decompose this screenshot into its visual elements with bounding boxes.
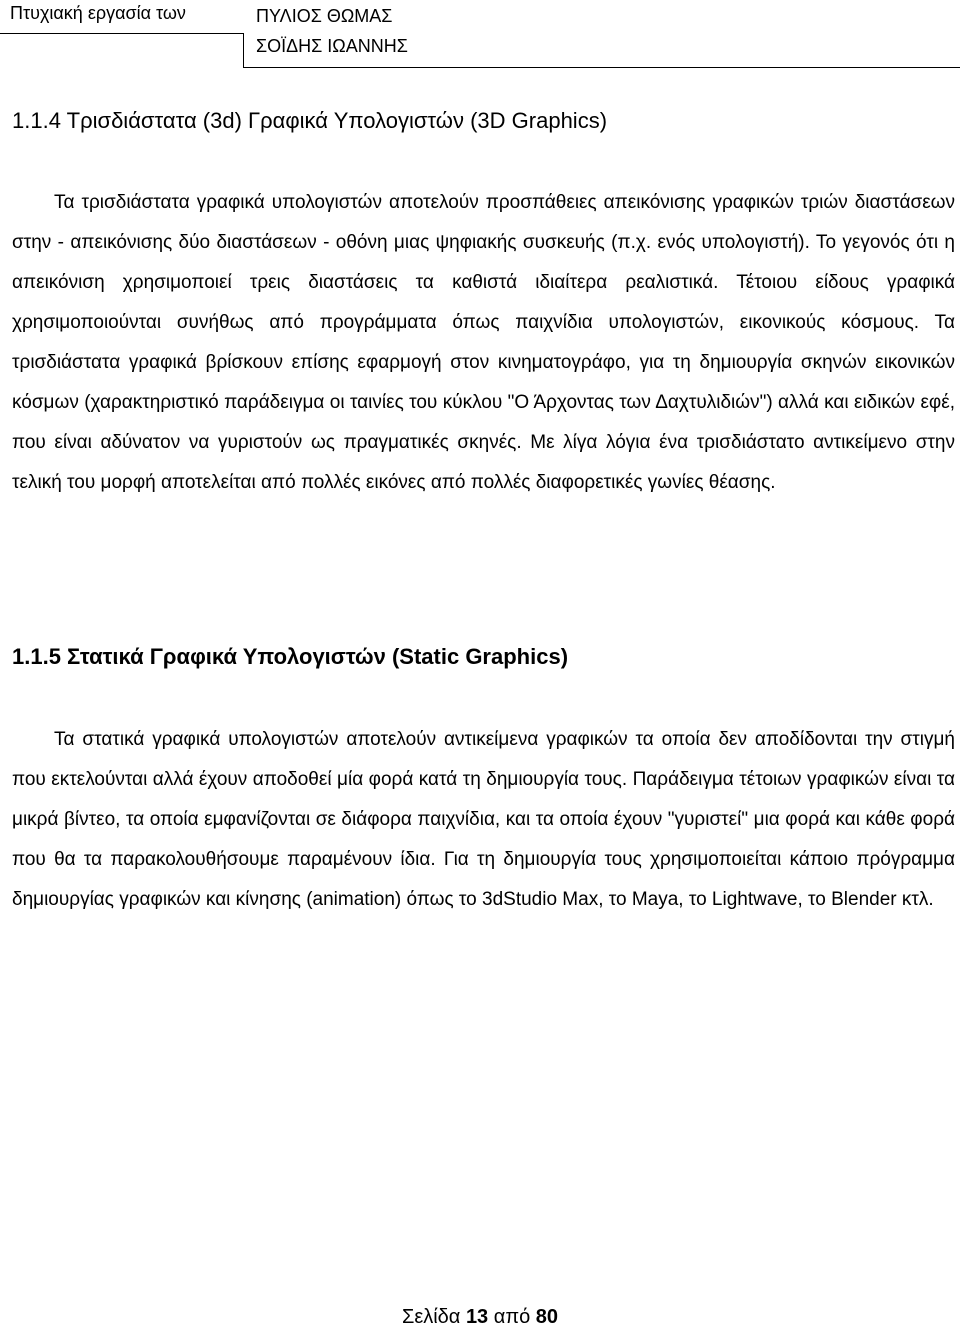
section-body-static-graphics: Τα στατικά γραφικά υπολογιστών αποτελούν αντικείμενα γραφικών τα οποία δεν αποδίδονται την στιγμή που εκτελούνται αλλά έχουν αποδοθεί μία φορά κατά τη δημιουργία τους. Παράδειγμα τέτοιων γραφικών είναι τα μικρά βίντεο, τα οποία εμφανίζονται σε διάφορα παιχνίδια, και τα οποία έχουν "γυριστεί" μια φορά και κάθε φορά που θα τα παρακολουθήσουμε παραμένουν ίδια. Για τη δημιουργία τους χρησιμοποιείται κάποιο πρόγραμμα δημιουργίας γραφικών και κίνησης (animation) όπως το 3dStudio Max, το Maya, το Lightwave, το Blender κτλ. bbox=[12, 729, 955, 910]
author-name: ΣΟΪΔΗΣ ΙΩΑΝΝΗΣ bbox=[256, 36, 408, 56]
section-body-3d-graphics: Τα τρισδιάστατα γραφικά υπολογιστών αποτελούν προσπάθειες απεικόνισης γραφικών τριών διαστάσεων στην - απεικόνισης δύο διαστάσεων - οθόνη μιας ψηφιακής συσκευής (π.χ. ενός υπολογιστή). Το γεγονός ότι η απεικόνιση χρησιμοποιεί τρεις διαστάσεις τα καθιστά ιδιαίτερα ρεαλιστικά. Τέτοιου είδους γραφικά χρησιμοποιούνται συνήθως από προγράμματα όπως παιχνίδια υπολογιστών, εικονικούς κόσμους. Τα τρισδιάστατα γραφικά βρίσκουν επίσης εφαρμογή στον κινηματογράφο, για τη δημιουργία σκηνών εικονικών κόσμων (χαρακτηριστικό παράδειγμα οι ταινίες του κύκλου "Ο Άρχοντας των Δαχτυλιδιών") αλλά και ειδικών εφέ, που είναι αδύνατον να γυριστούν ως πραγματικές σκηνές. Με λίγα λόγια ένα τρισδιάστατο αντικείμενο στην τελική του μορφή αποτελείται από πολλές εικόνες από πολλές διαφορετικές γωνίες θέασης. bbox=[12, 192, 955, 493]
footer-page-total: 80 bbox=[535, 1306, 559, 1328]
section-heading-static-graphics: 1.1.5 Στατικά Γραφικά Υπολογιστών (Static Graphics) bbox=[12, 644, 569, 669]
section-heading-3d-graphics: 1.1.4 Τρισδιάστατα (3d) Γραφικά Υπολογιστών (3D Graphics) bbox=[12, 108, 608, 133]
page-header bbox=[0, 0, 960, 68]
footer-page-number: 13 bbox=[465, 1306, 489, 1328]
footer-of-label: από bbox=[493, 1306, 531, 1328]
header-divider bbox=[243, 67, 960, 68]
header-divider bbox=[243, 33, 244, 67]
footer-page-label: Σελίδα bbox=[401, 1306, 461, 1328]
author-name: ΠΥΛΙΟΣ ΘΩΜΑΣ bbox=[256, 6, 393, 26]
header-authors bbox=[256, 2, 408, 62]
page-footer bbox=[0, 1306, 960, 1329]
header-divider bbox=[0, 33, 244, 34]
header-title: Πτυχιακή εργασία των bbox=[10, 3, 186, 23]
